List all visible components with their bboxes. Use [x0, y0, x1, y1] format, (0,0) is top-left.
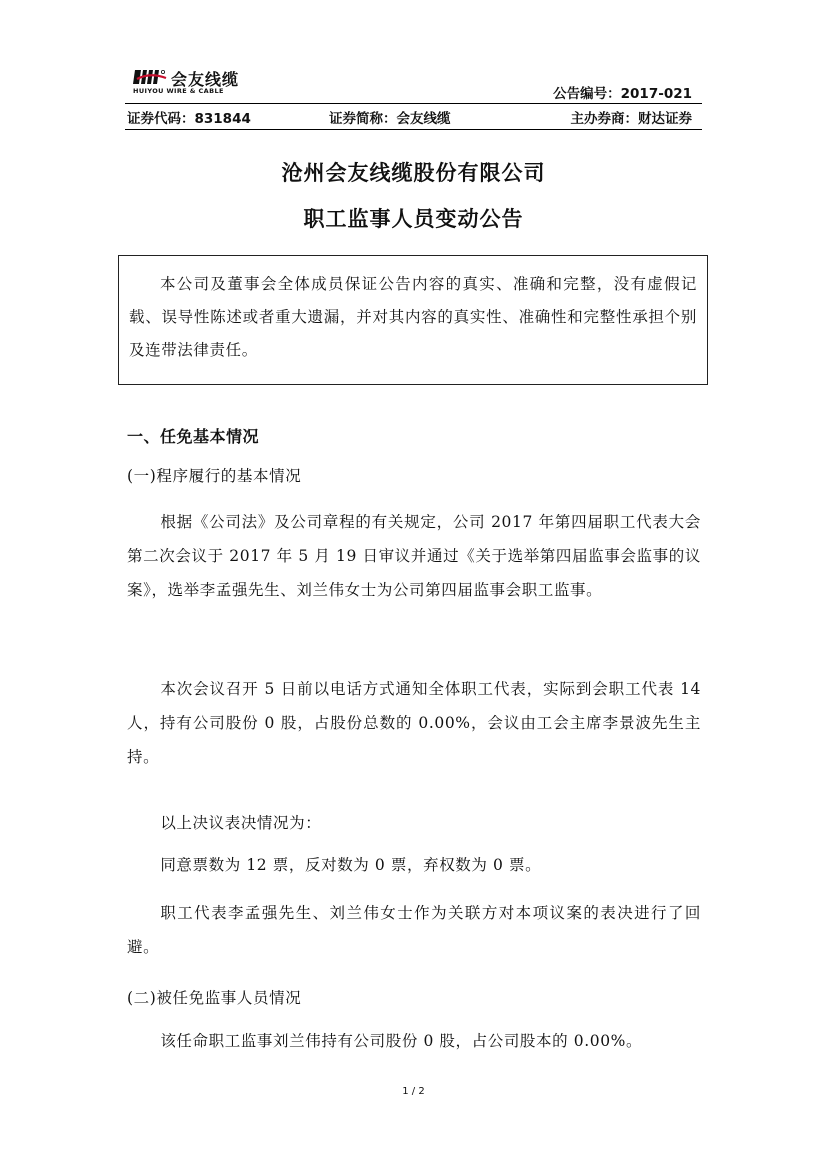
subsection-heading-1: (一)程序履行的基本情况	[127, 467, 302, 485]
paragraph-vote-intro: 以上决议表决情况为：	[160, 814, 322, 832]
page-number: 1 / 2	[402, 1086, 425, 1097]
logo-english-name: HUIYOU WIRE & CABLE	[133, 87, 224, 95]
announcement-title: 职工监事人员变动公告	[303, 207, 524, 231]
logo-name: 会友线缆	[171, 70, 240, 89]
disclaimer-text: 本公司及董事会全体成员保证公告内容的真实、准确和完整，没有虚假记载、误导性陈述或者重大遗漏，并对其内容的真实性、准确性和完整性承担个别及连带法律责任。	[129, 275, 697, 359]
header-rule-bottom	[125, 129, 702, 130]
paragraph-procedure: 根据《公司法》及公司章程的有关规定，公司 2017 年第四届职工代表大会第二次会议于 2017 年 5 月 19 日审议并通过《关于选举第四届监事会监事的议案》，选举李孟强先生、刘兰伟女士为公司第四届监事会职工监事。	[127, 513, 701, 599]
securities-short-name: 证券简称：会友线缆	[329, 111, 451, 127]
cable-logo-icon	[133, 68, 167, 86]
securities-code: 证券代码：831844	[127, 111, 251, 127]
paragraph-recusal: 职工代表李孟强先生、刘兰伟女士作为关联方对本项议案的表决进行了回避。	[127, 904, 701, 956]
paragraph-meeting: 本次会议召开 5 日前以电话方式通知全体职工代表，实际到会职工代表 14 人，持有公司股份 0 股，占股份总数的 0.00%，会议由工会主席李景波先生主持。	[127, 680, 701, 766]
disclaimer-box	[118, 255, 708, 385]
paragraph-vote-result: 同意票数为 12 票，反对数为 0 票，弃权数为 0 票。	[160, 856, 542, 874]
sponsor-broker: 主办券商：财达证券	[570, 111, 692, 127]
paragraph-shareholding: 该任命职工监事刘兰伟持有公司股份 0 股，占公司股本的 0.00%。	[160, 1032, 643, 1050]
section-heading-1: 一、任免基本情况	[127, 427, 260, 446]
announcement-number: 公告编号：2017-021	[553, 86, 692, 102]
header-rule-top	[125, 103, 702, 104]
company-title: 沧州会友线缆股份有限公司	[281, 161, 546, 185]
company-logo	[133, 66, 293, 96]
subsection-heading-2: (二)被任免监事人员情况	[127, 989, 302, 1007]
